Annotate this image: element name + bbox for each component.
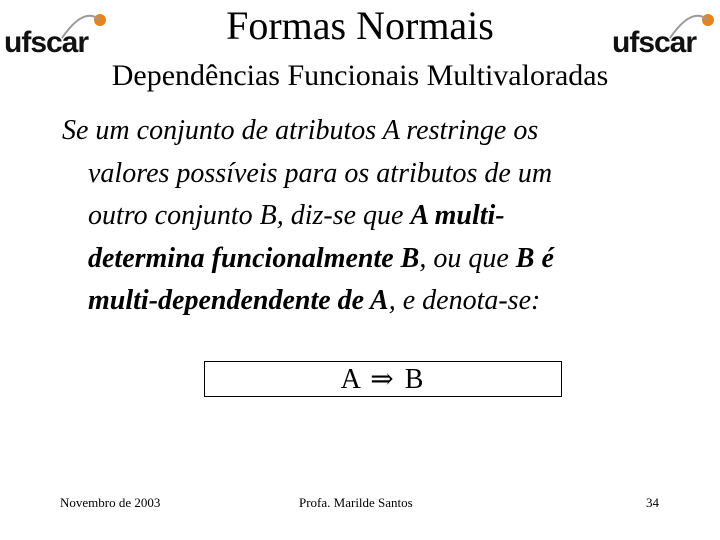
emphasis-multi-dependente: multi-dependendente de A [88, 285, 389, 316]
svg-text:ufscar: ufscar [612, 26, 697, 59]
page-number: 34 [646, 495, 659, 510]
formula-text: A ⇒ B [340, 364, 426, 395]
footer-author: Profa. Marilde Santos [299, 495, 413, 510]
slide-subtitle: Dependências Funcionais Multivaloradas [111, 59, 609, 92]
body-line-1: Se um conjunto de atributos A restringe os [62, 115, 539, 146]
svg-text:ufscar: ufscar [4, 26, 89, 59]
emphasis-determina: determina funcionalmente B [88, 242, 420, 274]
emphasis-b-e: B é [515, 242, 554, 274]
formula-box [204, 361, 562, 397]
slide-title: Formas Normais [226, 3, 494, 48]
body-line-3: outro conjunto B, diz-se que A multi- [88, 200, 505, 231]
footer-date: Novembro de 2003 [60, 495, 161, 510]
body-line-2: valores possíveis para os atributos de um [88, 157, 553, 189]
body-line-5: multi-dependendente de A, e denota-se: [88, 285, 541, 316]
definition-text [62, 110, 662, 323]
body-line-4: determina funcionalmente B, ou que B é [88, 242, 554, 274]
emphasis-a-multi: A multi- [410, 200, 505, 231]
